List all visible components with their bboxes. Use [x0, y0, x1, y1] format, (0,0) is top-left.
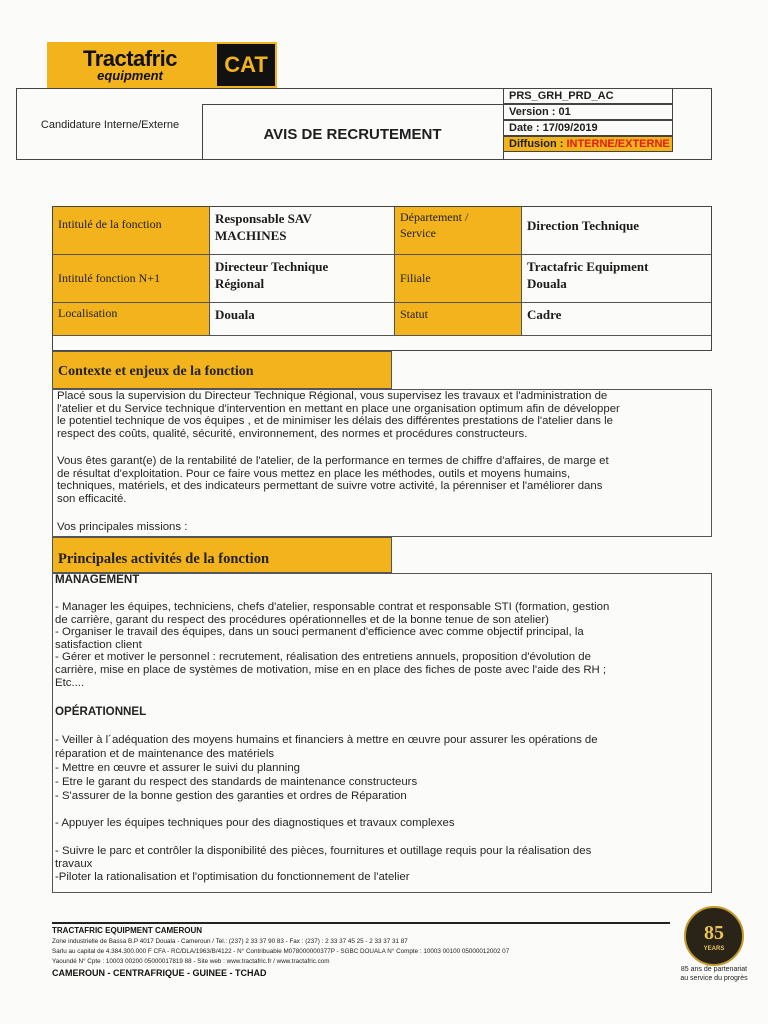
fonction-value: [210, 207, 395, 255]
text-line: le potentiel technique de vos équipes , et de minimiser les délais des différentes prestations de l'atelier dans le: [57, 415, 614, 428]
diffusion-label: Diffusion :: [509, 138, 567, 150]
footer-company: TRACTAFRIC EQUIPMENT CAMEROUN: [52, 926, 203, 935]
departement-label: [395, 207, 522, 255]
list-item: - Gérer et motiver le personnel : recrutement, réalisation des entretiens annuels, proposition d'évolution de: [55, 651, 591, 664]
n1-label: Intitulé fonction N+1: [53, 255, 210, 303]
operationnel-heading: OPÉRATIONNEL: [55, 705, 147, 718]
document-date: Date : 17/09/2019: [503, 120, 673, 136]
departement-label-line: Département /: [400, 210, 469, 224]
list-item: Etc....: [55, 676, 85, 689]
badge-years: YEARS: [703, 946, 725, 952]
footer-legal: Sarlu au capital de 4.384.300.000 F CFA - RC/DLA/1963/B/4122 - N° Contribuable M078000000377P - SGBC DOUALA N° Compte : 10003 00100 05000012002 07: [52, 948, 510, 955]
anniversary-badge-icon: [684, 906, 744, 966]
logo-name: Tractafric: [82, 46, 178, 71]
diffusion-row: [503, 136, 673, 152]
list-item: travaux: [55, 858, 93, 870]
text-line: techniques, matériels, et des indicateurs permettant de suivre votre activité, la pérenniser et l'améliorer dans: [57, 480, 603, 493]
list-item: satisfaction client: [55, 638, 142, 651]
fonction-value-line: MACHINES: [215, 228, 287, 243]
activites-heading: Principales activités de la fonction: [52, 537, 392, 573]
localisation-value: Douala: [210, 303, 395, 336]
operationnel-list: [55, 733, 710, 803]
departement-label-line: Service: [400, 226, 436, 240]
footer-web: Yaoundé N° Cpte : 10003 00200 05000017819 88 - Site web : www.tractafric.fr / www.tractafric.com: [52, 958, 330, 965]
text-line: Placé sous la supervision du Directeur Technique Régional, vous supervisez les travaux et l'administration de: [57, 390, 608, 402]
job-info-table: [52, 206, 712, 351]
operationnel-list-2: [55, 845, 710, 884]
footer-countries: CAMEROUN - CENTRAFRIQUE - GUINEE - TCHAD: [52, 968, 267, 978]
management-list: [55, 601, 710, 689]
footer-address: Zone industrielle de Bassa B.P 4017 Douala - Cameroun / Tel.: (237) 2 33 37 90 83 - Fax : (237) : 2 33 37 45 25 - 2 33 37 31 87: [52, 938, 408, 945]
localisation-label: Localisation: [53, 303, 210, 336]
fonction-label: Intitulé de la fonction: [53, 207, 210, 255]
tractafric-logo: [50, 44, 210, 86]
departement-value: Direction Technique: [522, 207, 711, 255]
missions-intro: Vos principales missions :: [57, 521, 188, 533]
list-item: - Etre le garant du respect des standards de maintenance constructeurs: [55, 776, 418, 788]
statut-label: Statut: [395, 303, 522, 336]
statut-value: Cadre: [522, 303, 711, 336]
text-line: son efficacité.: [57, 492, 127, 505]
text-line: respect des coûts, qualité, sécurité, environnement, des normes et procédures constructeurs.: [57, 427, 528, 440]
text-line: de résultat d'exploitation. Pour ce faire vous mettez en place les méthodes, outils et moyens humains,: [57, 467, 571, 480]
list-item: - Veiller à l´adéquation des moyens humains et financiers à mettre en œuvre pour assurer les opérations de: [55, 734, 598, 746]
list-item: - S'assurer de la bonne gestion des garanties et ordres de Réparation: [55, 790, 407, 802]
contexte-paragraph-1: [57, 390, 709, 440]
filiale-value: [522, 255, 711, 303]
cat-logo: [217, 44, 275, 86]
list-item: - Appuyer les équipes techniques pour des diagnostiques et travaux complexes: [55, 817, 455, 829]
document-title: AVIS DE RECRUTEMENT: [263, 126, 442, 143]
filiale-value-line: Douala: [527, 276, 567, 291]
footer-divider: [52, 922, 670, 924]
filiale-value-line: Tractafric Equipment: [527, 259, 649, 274]
empty-row: [53, 336, 711, 350]
contexte-paragraph-2: [57, 455, 709, 505]
candidature-type: Candidature Interne/Externe: [40, 119, 180, 131]
n1-value: [210, 255, 395, 303]
text-line: Vous êtes garant(e) de la rentabilité de l'atelier, de la performance en termes de chiffre d'affaires, de marge et: [57, 455, 609, 467]
list-item: de carrière, garant du respect des procédures opérationnelles et de la bonne tenue de son atelier): [55, 613, 549, 626]
list-item: - Manager les équipes, techniciens, chefs d'atelier, responsable contrat et responsable STI (formation, gestion: [55, 601, 610, 613]
logo-subtitle: equipment: [97, 68, 163, 83]
list-item: -Piloter la rationalisation et l'optimisation du fonctionnement de l'atelier: [55, 871, 410, 883]
text-line: l'atelier et du Service technique d'intervention en mettant en place une organisation optimum afin de développer: [57, 402, 620, 415]
management-heading: MANAGEMENT: [55, 573, 140, 586]
diffusion-value: INTERNE/EXTERNE: [566, 138, 670, 150]
list-item: - Suivre le parc et contrôler la disponibilité des pièces, fournitures et outillage requis pour la réalisation des: [55, 845, 592, 857]
document-version: Version : 01: [503, 104, 673, 120]
list-item: réparation et de maintenance des matériels: [55, 748, 275, 760]
contexte-heading: Contexte et enjeux de la fonction: [52, 351, 392, 389]
n1-value-line: Directeur Technique: [215, 259, 329, 274]
list-item: - Mettre en œuvre et assurer le suivi du planning: [55, 762, 301, 774]
document-reference: PRS_GRH_PRD_AC: [503, 88, 673, 104]
badge-caption: 85 ans de partenariat: [680, 966, 748, 973]
filiale-label: Filiale: [395, 255, 522, 303]
list-item: - Organiser le travail des équipes, dans un souci permanent d'efficience avec comme objectif principal, la: [55, 626, 584, 639]
header-divider: [202, 104, 503, 105]
cat-logo-text: CAT: [224, 52, 268, 77]
fonction-value-line: Responsable SAV: [215, 211, 312, 226]
badge-number: 85: [704, 922, 724, 944]
list-item: carrière, mise en place de systèmes de motivation, mise en en place des fiches de poste avec l'aide des RH ;: [55, 663, 607, 676]
n1-value-line: Régional: [215, 276, 265, 291]
badge-caption: au service du progrès: [680, 975, 748, 982]
